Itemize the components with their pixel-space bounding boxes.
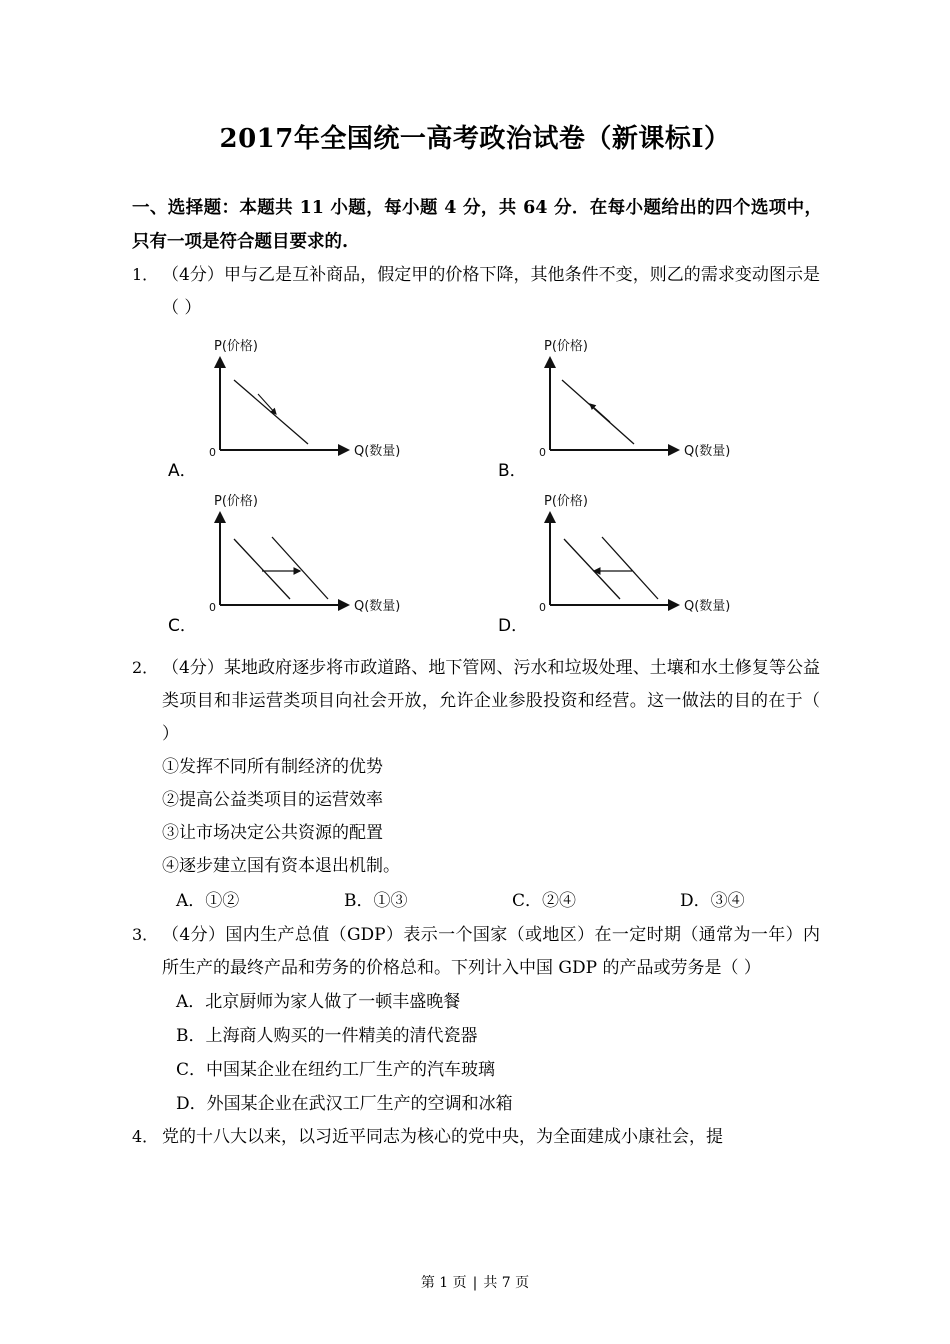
question-3-choice-d[interactable]: [176, 1087, 820, 1121]
question-3-choice-c-letter: C．: [176, 1060, 207, 1081]
figure-b-origin-label: 0: [539, 445, 546, 459]
question-2: [0, 652, 950, 751]
figure-a-x-axis-label: Q(数量): [354, 443, 401, 459]
footer-separator: |: [472, 1275, 478, 1291]
question-3-choice-d-text: 外国某企业在武汉工厂生产的空调和冰箱: [206, 1094, 513, 1115]
question-2-text-wrap: [132, 652, 820, 751]
question-1-text-wrap: [132, 259, 820, 325]
figure-b-x-axis-label: Q(数量): [684, 443, 731, 459]
question-3-number: 3．: [132, 925, 159, 945]
question-3-choices: [0, 985, 950, 1121]
statement-3: ③让市场决定公共资源的配置: [162, 823, 383, 844]
section-instruction: 本题共 11 小题，每小题 4 分，共 64 分．在每小题给出的四个选项中，只有一项是符合题目要求的.: [132, 198, 823, 253]
question-2-statements: [0, 751, 950, 884]
question-2-choice-d[interactable]: D．③④: [680, 890, 745, 911]
figure-b-y-axis-label: P(价格): [544, 338, 588, 354]
question-3: [0, 919, 950, 985]
question-2-number: 2．: [132, 657, 159, 677]
figure-a-y-axis-label: P(价格): [214, 338, 258, 354]
figure-option-b-label: B．: [498, 460, 527, 481]
question-2-choices: [0, 884, 950, 920]
question-4-number: 4．: [132, 1127, 159, 1147]
figure-option-a: [120, 332, 450, 487]
question-1-figures: [0, 332, 950, 642]
figure-row-top: [120, 332, 950, 487]
question-3-choice-d-letter: D．: [176, 1094, 207, 1115]
question-1-stem: 甲与乙是互补商品，假定甲的价格下降，其他条件不变，则乙的需求变动图示是（ ）: [162, 265, 821, 319]
question-4: [0, 1121, 950, 1154]
question-3-body: [132, 919, 820, 985]
figure-row-bottom: [120, 487, 950, 642]
question-2-choice-b[interactable]: B．①③: [344, 890, 408, 911]
footer-total-pages: 共 7 页: [483, 1275, 530, 1291]
footer-current-page: 第 1 页: [420, 1275, 467, 1291]
figure-d-svg: [510, 487, 740, 627]
figure-a-svg: [180, 332, 410, 472]
figure-a-origin-label: 0: [209, 445, 216, 459]
question-3-choice-b-text: 上海商人购买的一件精美的清代瓷器: [205, 1026, 478, 1047]
question-4-stem: 党的十八大以来，以习近平同志为核心的党中央，为全面建成小康社会，提: [162, 1127, 723, 1148]
figure-c-origin-label: 0: [209, 600, 216, 614]
figure-option-b: [450, 332, 780, 487]
figure-option-d: [450, 487, 780, 642]
question-2-choice-c[interactable]: C．②④: [512, 890, 577, 911]
question-3-choice-a[interactable]: [176, 985, 820, 1019]
question-2-stem: 某地政府逐步将市政道路、地下管网、污水和垃圾处理、土壤和水土修复等公益类项目和非运营类项目向社会开放，允许企业参股投资和经营。这一做法的目的在于（ ）: [162, 657, 821, 744]
question-3-choice-b-letter: B．: [176, 1026, 206, 1047]
figure-c-y-axis-label: P(价格): [214, 493, 258, 509]
page-title: 2017年全国统一高考政治试卷（新课标Ⅰ）: [219, 124, 731, 154]
question-3-choice-c-text: 中国某企业在纽约工厂生产的汽车玻璃: [206, 1060, 496, 1081]
figure-c-x-axis-label: Q(数量): [354, 598, 401, 614]
statement-2: ②提高公益类项目的运营效率: [162, 790, 383, 811]
question-2-choice-a[interactable]: A．①②: [176, 890, 240, 911]
page-footer: [0, 1272, 950, 1292]
question-2-score: （4分）: [162, 657, 224, 678]
figure-option-d-label: D．: [498, 615, 529, 636]
section-heading: [0, 155, 950, 259]
figure-d-y-axis-label: P(价格): [544, 493, 588, 509]
question-3-stem: 国内生产总值（GDP）表示一个国家（或地区）在一定时期（通常为一年）内所生产的最终产品和劳务的价格总和。下列计入中国 GDP 的产品或劳务是（ ）: [162, 925, 820, 979]
figure-d-x-axis-label: Q(数量): [684, 598, 731, 614]
question-3-choice-c[interactable]: [176, 1053, 820, 1087]
question-3-choice-b[interactable]: [176, 1019, 820, 1053]
question-1-body: [132, 259, 820, 325]
figure-d-origin-label: 0: [539, 600, 546, 614]
question-3-score: （4分）: [162, 925, 226, 946]
question-1: [0, 259, 950, 325]
figure-option-a-label: A．: [168, 460, 197, 481]
figure-c-svg: [180, 487, 410, 627]
section-label: 一、选择题：: [132, 198, 240, 218]
question-1-number: 1．: [132, 265, 159, 285]
question-1-score: （4分）: [162, 265, 224, 286]
question-2-body: [132, 652, 820, 751]
statement-1: ①发挥不同所有制经济的优势: [162, 756, 383, 777]
figure-option-c-label: C．: [168, 615, 197, 636]
figure-option-c: [120, 487, 450, 642]
question-3-text-wrap: [132, 919, 820, 985]
question-4-body: [132, 1121, 820, 1154]
question-3-choice-a-text: 北京厨师为家人做了一顿丰盛晚餐: [205, 992, 461, 1013]
statement-4: ④逐步建立国有资本退出机制。: [162, 856, 400, 877]
figure-b-svg: [510, 332, 740, 472]
question-3-choice-a-letter: A．: [176, 992, 206, 1013]
